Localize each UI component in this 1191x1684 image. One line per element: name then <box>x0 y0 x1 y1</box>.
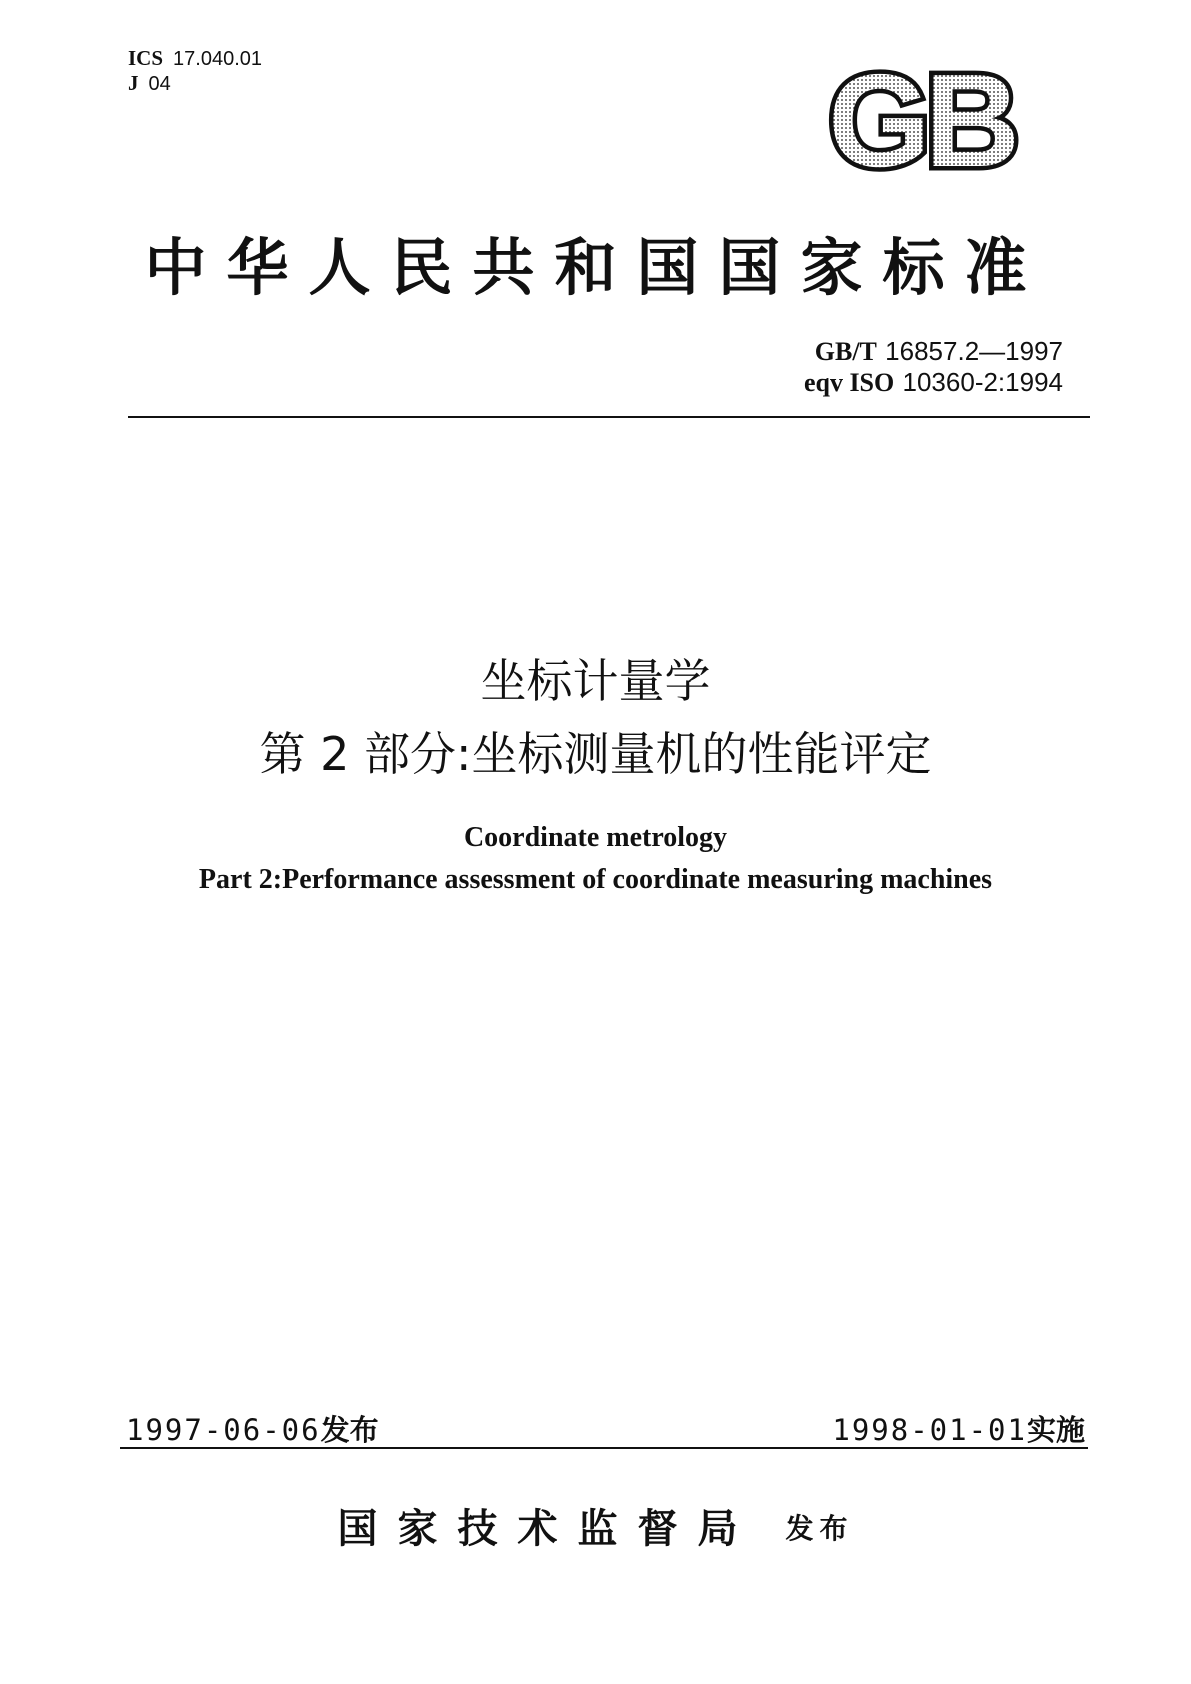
publisher-action: 发布 <box>785 1512 854 1545</box>
cls-label: J <box>128 71 139 95</box>
eqv-code: 10360-2:1994 <box>902 367 1063 397</box>
doc-title-cn-line2: 第 2 部分:坐标测量机的性能评定 <box>259 727 932 781</box>
effective-date-suffix: 实施 <box>1026 1413 1085 1447</box>
issue-date <box>126 1408 379 1449</box>
standard-number <box>804 336 1063 367</box>
ics-line <box>128 46 262 71</box>
standard-prefix: GB/T <box>814 337 877 366</box>
issue-date-value: 1997-06-06 <box>126 1413 321 1447</box>
cls-code: 04 <box>148 73 171 95</box>
issue-date-suffix: 发布 <box>320 1413 379 1447</box>
effective-date <box>832 1408 1085 1449</box>
svg-text:GB: GB <box>828 62 1014 184</box>
eqv-prefix: eqv ISO <box>803 368 895 397</box>
publisher-org: 国家技术监督局 <box>337 1505 758 1552</box>
classification-block <box>128 46 262 96</box>
ics-label: ICS <box>128 46 164 70</box>
doc-title-en-line2: Part 2:Performance assessment of coordinate measuring machines <box>198 864 993 895</box>
standard-number-block <box>804 336 1063 398</box>
publisher-line <box>0 1497 1191 1554</box>
footer-divider <box>120 1447 1088 1449</box>
gb-logo-icon <box>812 62 1030 184</box>
ics-code: 17.040.01 <box>173 48 263 70</box>
standard-code: 16857.2—1997 <box>885 336 1063 366</box>
effective-date-value: 1998-01-01 <box>832 1413 1027 1447</box>
cls-line <box>128 71 262 96</box>
header-divider <box>128 416 1090 418</box>
national-standard-title: 中华人民共和国国家标准 <box>144 231 1047 304</box>
doc-title-en-line1: Coordinate metrology <box>463 822 728 853</box>
equivalent-standard <box>804 367 1063 398</box>
doc-title-cn-line1: 坐标计量学 <box>480 654 711 708</box>
